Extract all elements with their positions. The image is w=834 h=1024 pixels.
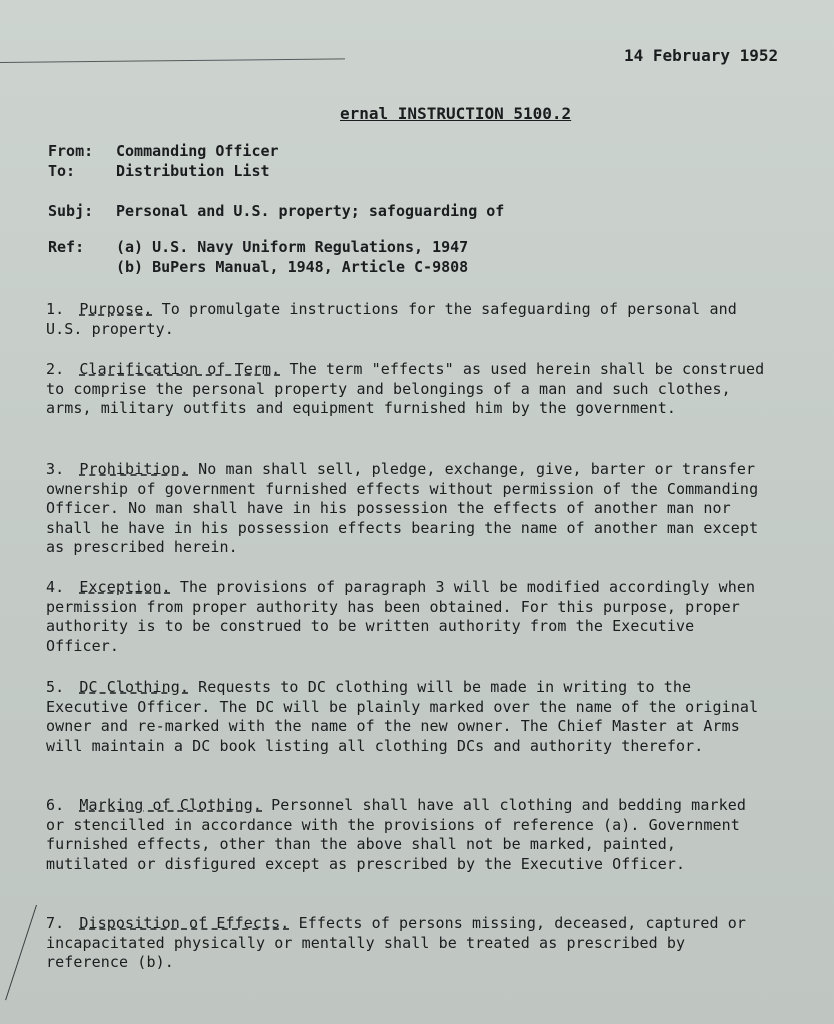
paragraph-5 <box>46 678 766 756</box>
paragraph-heading: Marking of Clothing. <box>79 796 263 814</box>
paragraph-7 <box>46 914 766 973</box>
from-label: From: <box>48 142 94 160</box>
document-date: 14 February 1952 <box>624 46 779 65</box>
paragraph-text: To promulgate instructions for the safeguarding of personal and U.S. property. <box>46 300 737 338</box>
paragraph-heading: Prohibition. <box>79 460 189 478</box>
paragraph-1 <box>46 300 766 339</box>
paragraph-text: Requests to DC clothing will be made in writing to the Executive Officer. The DC will be plainly marked over the name of the original owner and re-marked with the name of the new owner. The Chief Master at Arms will maintain a DC book listing all clothing DCs and authority therefor. <box>46 678 759 755</box>
paragraph-text: The provisions of paragraph 3 will be modified accordingly when permission from proper authority has been obtained. For this purpose, proper authority is to be construed to be written authority from the Executive Officer. <box>46 578 756 655</box>
paragraph-4 <box>46 578 766 656</box>
from-line <box>48 142 279 160</box>
paragraph-2 <box>46 360 766 419</box>
from-value: Commanding Officer <box>116 142 279 160</box>
subject-value: Personal and U.S. property; safoguarding of <box>116 202 505 220</box>
to-label: To: <box>48 162 76 180</box>
paragraph-number: 7. <box>46 914 65 932</box>
subject-label: Subj: <box>48 202 94 220</box>
reference-line-a <box>48 238 468 256</box>
paragraph-text: Personnel shall have all clothing and bedding marked or stencilled in accordance with the provisions of reference (a). Government furnished effects, other than the above shall not be marked, painted, mutilated or disfigured except as prescribed by the Executive Officer. <box>46 796 746 873</box>
reference-line-b <box>48 258 468 276</box>
top-rule-line <box>0 58 345 63</box>
reference-label: Ref: <box>48 238 85 256</box>
reference-a: (a) U.S. Navy Uniform Regulations, 1947 <box>116 238 469 256</box>
paragraph-heading: Exception. <box>79 578 171 596</box>
paragraph-text: No man shall sell, pledge, exchange, give, barter or transfer ownership of government furnished effects without permission of the Commanding Officer. No man shall have in his possession the effects of another man nor shall he have in his possession effects bearing the name of another man except as prescribed herein. <box>46 460 759 556</box>
reference-b: (b) BuPers Manual, 1948, Article C-9808 <box>116 258 469 276</box>
subject-line <box>48 202 504 220</box>
document-title: ernal INSTRUCTION 5100.2 <box>340 104 572 123</box>
pencil-margin-mark <box>5 905 37 1000</box>
paragraph-number: 3. <box>46 460 65 478</box>
to-value: Distribution List <box>116 162 270 180</box>
paragraph-heading: Clarification of Term. <box>79 360 281 378</box>
paragraph-number: 1. <box>46 300 65 318</box>
paragraph-6 <box>46 796 766 874</box>
paragraph-3 <box>46 460 766 558</box>
paragraph-number: 4. <box>46 578 65 596</box>
paragraph-number: 6. <box>46 796 65 814</box>
paragraph-heading: Purpose. <box>79 300 153 318</box>
paragraph-heading: Disposition of Effects. <box>79 914 290 932</box>
to-line <box>48 162 270 180</box>
paragraph-number: 2. <box>46 360 65 378</box>
paragraph-text: The term "effects" as used herein shall be construed to comprise the personal property and belongings of a man and such clothes, arms, military outfits and equipment furnished him by the government. <box>46 360 765 417</box>
paragraph-text: Effects of persons missing, deceased, captured or incapacitated physically or mentally shall be treated as prescribed by reference (b). <box>46 914 746 971</box>
paragraph-heading: DC Clothing. <box>79 678 189 696</box>
paragraph-number: 5. <box>46 678 65 696</box>
